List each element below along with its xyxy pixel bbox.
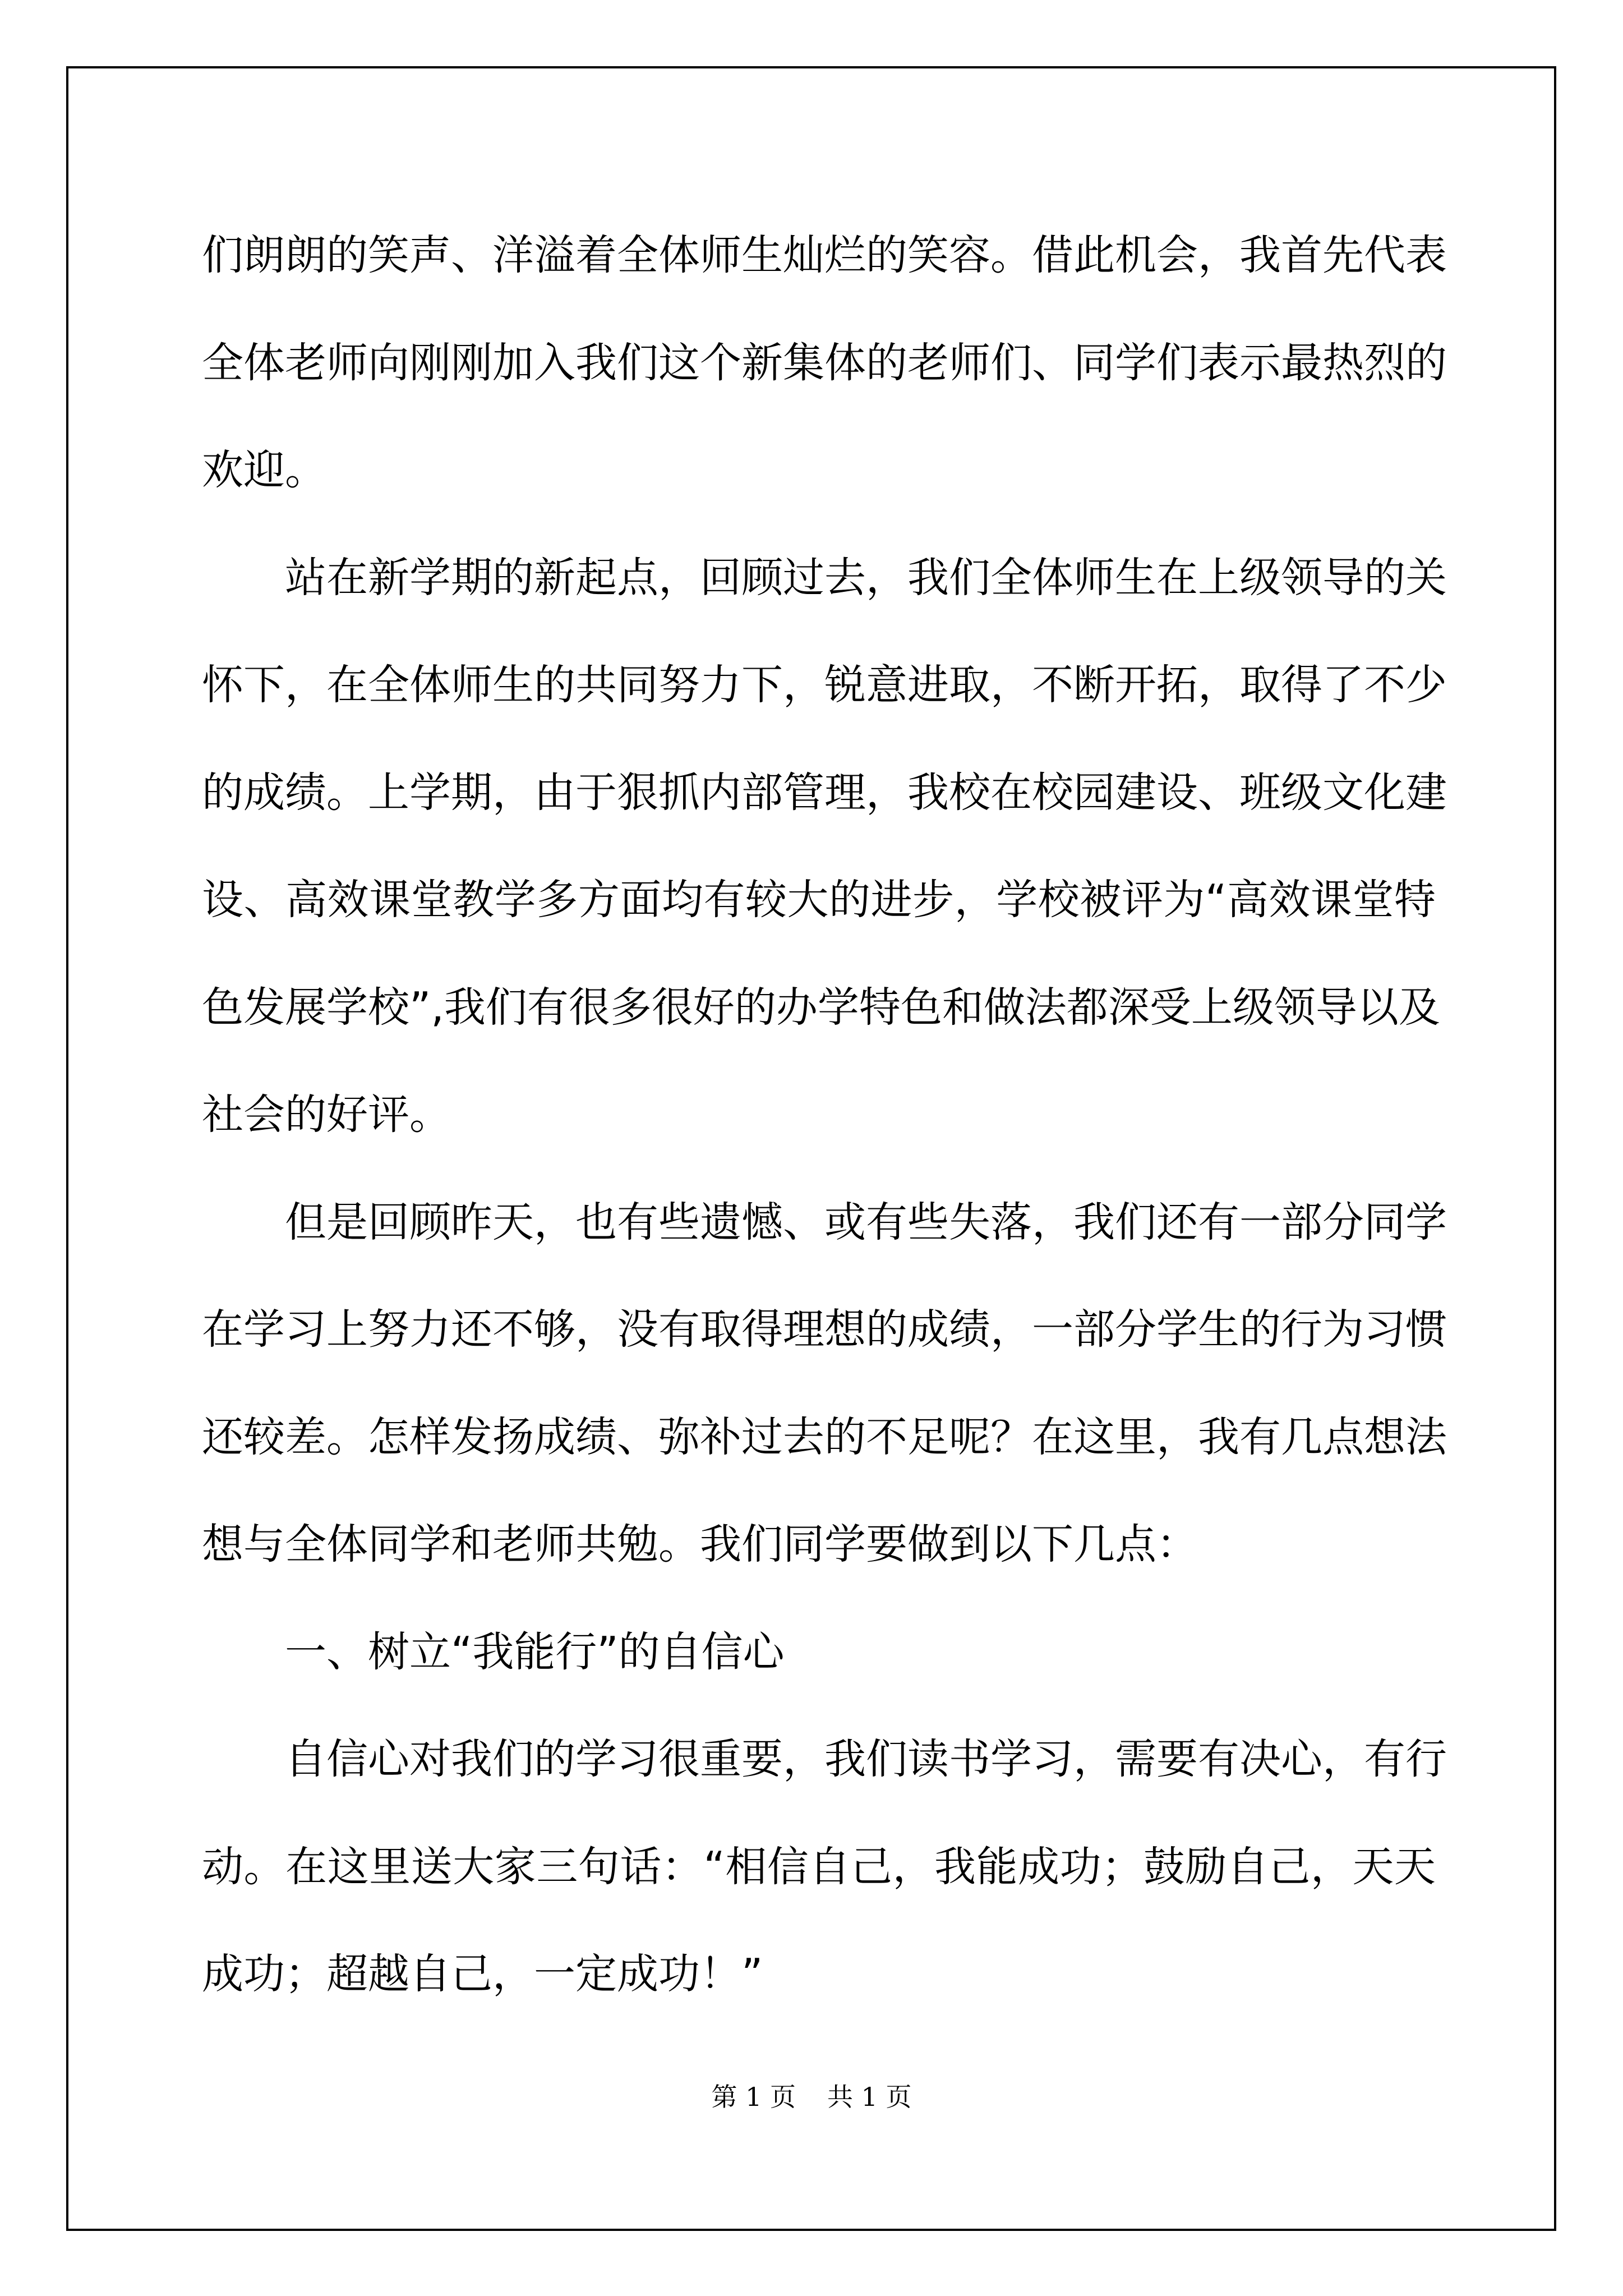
text-line: 全体老师向刚刚加入我们这个新集体的老师们、同学们表示最热烈的	[202, 338, 1447, 387]
text-line: 的成绩。上学期，由于狠抓内部管理，我校在校园建设、班级文化建	[202, 768, 1447, 817]
page-number: 第 1 页	[711, 2082, 796, 2112]
paragraph-first-line: 自信心对我们的学习很重要，我们读书学习，需要有决心，有行	[285, 1735, 1447, 1783]
text-line: 怀下，在全体师生的共同努力下，锐意进取，不断开拓，取得了不少	[202, 661, 1447, 709]
text-line: 色发展学校”,我们有很多很好的办学特色和做法都深受上级领导以及	[202, 983, 1440, 1032]
page-total: 共 1 页	[827, 2082, 912, 2112]
text-line: 社会的好评。	[202, 1091, 451, 1139]
text-line: 们朗朗的笑声、洋溢着全体师生灿烂的笑容。借此机会，我首先代表	[202, 231, 1447, 279]
text-line: 动。在这里送大家三句话：“相信自己，我能成功；鼓励自己，天天	[202, 1842, 1436, 1891]
text-line: 想与全体同学和老师共勉。我们同学要做到以下几点：	[202, 1520, 1198, 1568]
text-line: 在学习上努力还不够，没有取得理想的成绩，一部分学生的行为习惯	[202, 1305, 1447, 1354]
text-line: 还较差。怎样发扬成绩、弥补过去的不足呢？在这里，我有几点想法	[202, 1412, 1447, 1461]
text-line: 设、高效课堂教学多方面均有较大的进步，学校被评为“高效课堂特	[202, 876, 1436, 924]
text-line: 成功；超越自己，一定成功！”	[202, 1950, 763, 1998]
paragraph-first-line: 站在新学期的新起点，回顾过去，我们全体师生在上级领导的关	[285, 553, 1447, 602]
text-line: 欢迎。	[202, 446, 326, 494]
page-footer	[0, 2080, 1623, 2114]
section-heading: 一、树立“我能行”的自信心	[285, 1627, 785, 1676]
paragraph-first-line: 但是回顾昨天，也有些遗憾、或有些失落，我们还有一部分同学	[285, 1198, 1447, 1246]
document-body	[202, 202, 1447, 2028]
